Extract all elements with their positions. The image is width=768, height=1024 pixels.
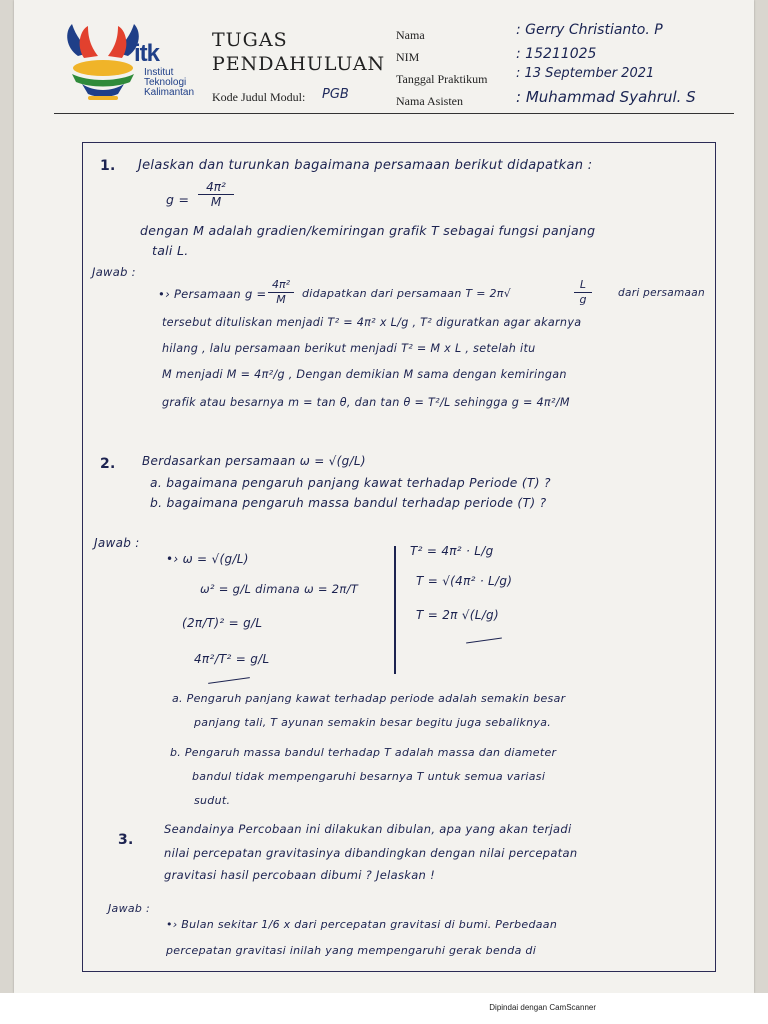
q2-answer-b2: bandul tidak mempengaruhi besarnya T untuk semua variasi bbox=[192, 770, 546, 783]
q1-jawab-label: Jawab : bbox=[92, 265, 136, 279]
q1-formula-fraction bbox=[198, 180, 234, 209]
q2-derivation-right3: T = 2π √(L/g) bbox=[416, 608, 499, 622]
title-line: PENDAHULUAN bbox=[212, 53, 386, 75]
q3-text-line2: nilai percepatan gravitasinya dibandingkan dengan nilai percepatan bbox=[164, 846, 578, 860]
q2-derivation-line3: (2π/T)² = g/L bbox=[182, 616, 263, 630]
tanggal-label: Tanggal Praktikum bbox=[396, 72, 488, 86]
kode-modul-label: Kode Judul Modul: bbox=[212, 90, 306, 104]
q2-answer-a1: a. Pengaruh panjang kawat terhadap periode adalah semakin besar bbox=[172, 692, 566, 705]
q1-answer-line4: M menjadi M = 4π²/g , Dengan demikian M sama dengan kemiringan bbox=[162, 368, 567, 381]
q1-answer-line1c: dari persamaan bbox=[618, 287, 705, 299]
q1-root-fraction bbox=[574, 278, 592, 307]
q2-answer-b3: sudut. bbox=[194, 794, 231, 807]
q2-derivation-right2: T = √(4π² · L/g) bbox=[416, 574, 513, 588]
fraction-denominator: M bbox=[276, 293, 286, 306]
nim-label: NIM bbox=[396, 50, 420, 64]
nama-label: Nama bbox=[396, 28, 425, 42]
q1-text-line2: dengan M adalah gradien/kemiringan grafik T sebagai fungsi panjang bbox=[140, 223, 596, 238]
q3-number: 3. bbox=[118, 832, 134, 848]
q3-answer-line1: •› Bulan sekitar 1/6 x dari percepatan gravitasi di bumi. Perbedaan bbox=[166, 918, 558, 931]
q1-answer-line3: hilang , lalu persamaan berikut menjadi T² = M x L , setelah itu bbox=[162, 342, 536, 355]
q2-jawab-label: Jawab : bbox=[94, 536, 140, 550]
q2-answer-b1: b. Pengaruh massa bandul terhadap T adalah massa dan diameter bbox=[170, 746, 557, 759]
q2-derivation-line2: ω² = g/L dimana ω = 2π/T bbox=[200, 582, 359, 596]
logo-institution-name bbox=[144, 68, 194, 98]
fraction-numerator: L bbox=[574, 278, 592, 293]
footer-band bbox=[0, 993, 768, 1024]
derivation-divider bbox=[394, 546, 396, 674]
header-divider bbox=[54, 113, 734, 114]
q1-number: 1. bbox=[100, 158, 116, 174]
q1-answer-line1b: didapatkan dari persamaan T = 2π√ bbox=[302, 287, 512, 300]
fraction-numerator: 4π² bbox=[268, 278, 294, 293]
scanner-watermark: Dipindai dengan CamScanner bbox=[489, 1003, 596, 1012]
q2-number: 2. bbox=[100, 456, 116, 472]
q3-text-line3: gravitasi hasil percobaan dibumi ? Jelaskan ! bbox=[164, 868, 436, 882]
kode-modul-value: PGB bbox=[322, 87, 349, 102]
fraction-denominator: M bbox=[210, 195, 222, 209]
q3-text-line1: Seandainya Percobaan ini dilakukan dibulan, apa yang akan terjadi bbox=[164, 822, 572, 836]
q2-derivation-right1: T² = 4π² · L/g bbox=[410, 544, 494, 558]
logo-line: Kalimantan bbox=[144, 87, 195, 98]
q2-derivation-line1: •› ω = √(g/L) bbox=[166, 552, 249, 566]
q1-answer-line5: grafik atau besarnya m = tan θ, dan tan θ = T²/L sehingga g = 4π²/M bbox=[162, 396, 570, 409]
q1-text-line3: tali L. bbox=[152, 243, 189, 258]
asisten-value: : Muhammad Syahrul. S bbox=[516, 88, 696, 106]
document-title bbox=[212, 28, 385, 76]
logo-line: Teknologi bbox=[144, 77, 187, 88]
q1-answer-fraction bbox=[268, 278, 294, 307]
q1-answer-line2: tersebut dituliskan menjadi T² = 4π² x L/g , T² diguratkan agar akarnya bbox=[162, 316, 582, 329]
q3-jawab-label: Jawab : bbox=[108, 902, 151, 915]
fraction-denominator: g bbox=[579, 293, 587, 306]
q2-question-a: a. bagaimana pengaruh panjang kawat terhadap Periode (T) ? bbox=[150, 476, 551, 490]
logo-line: Institut bbox=[144, 67, 174, 78]
q1-text: Jelaskan dan turunkan bagaimana persamaan berikut didapatkan : bbox=[138, 158, 593, 173]
asisten-label: Nama Asisten bbox=[396, 94, 463, 108]
q2-question-b: b. bagaimana pengaruh massa bandul terhadap periode (T) ? bbox=[150, 496, 547, 510]
scanned-page bbox=[14, 0, 754, 993]
q2-answer-a2: panjang tali, T ayunan semakin besar begitu juga sebaliknya. bbox=[194, 716, 552, 729]
logo-wordmark: itk bbox=[134, 40, 160, 67]
tanggal-value: : 13 September 2021 bbox=[516, 66, 655, 81]
q3-answer-line2: percepatan gravitasi inilah yang mempengaruhi gerak benda di bbox=[166, 944, 537, 957]
nama-value: : Gerry Christianto. P bbox=[516, 22, 663, 38]
q1-formula-lhs: g = bbox=[166, 192, 190, 207]
fraction-numerator: 4π² bbox=[198, 180, 234, 195]
q2-derivation-line4: 4π²/T² = g/L bbox=[194, 652, 270, 666]
title-line: TUGAS bbox=[212, 29, 288, 51]
q1-answer-line1a: •› Persamaan g = bbox=[158, 287, 267, 301]
nim-value: : 15211025 bbox=[516, 46, 597, 62]
q2-text: Berdasarkan persamaan ω = √(g/L) bbox=[142, 454, 366, 468]
